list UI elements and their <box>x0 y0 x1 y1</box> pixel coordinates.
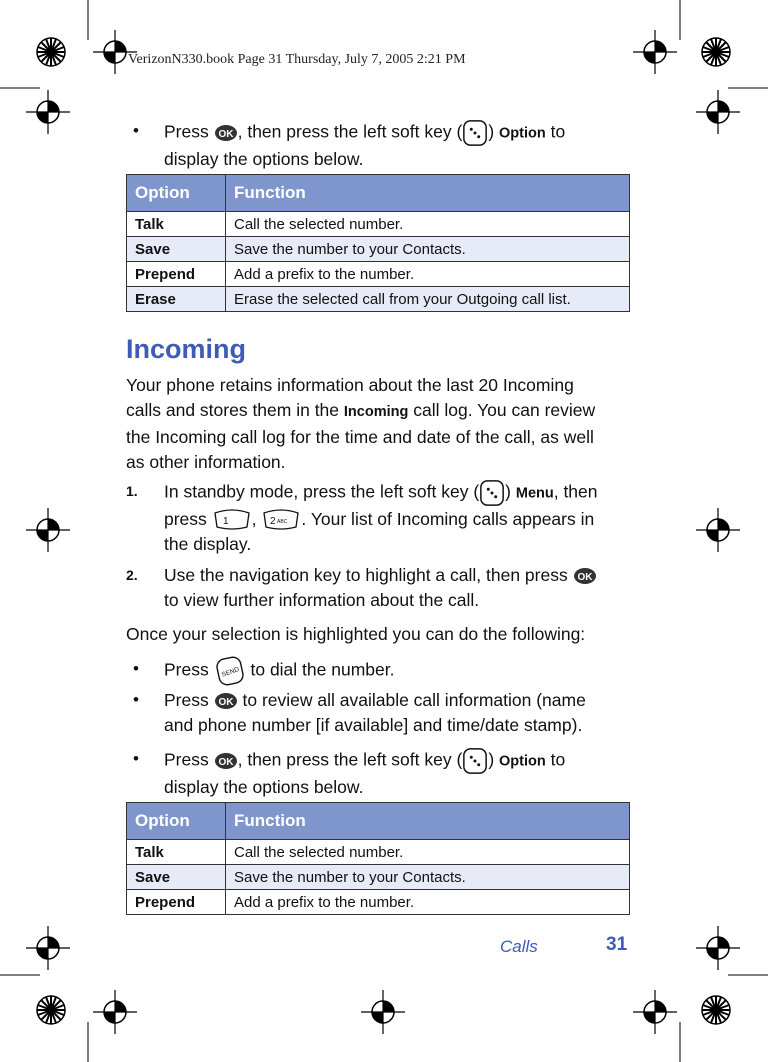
table-cell-option: Talk <box>127 212 226 237</box>
table-cell-option: Save <box>127 237 226 262</box>
ok-key-icon <box>214 124 238 142</box>
table-cell-function: Save the number to your Contacts. <box>226 865 630 890</box>
table-cell-function: Add a prefix to the number. <box>226 890 630 915</box>
table-row <box>127 865 630 890</box>
print-header: VerizonN330.book Page 31 Thursday, July 7, 2005 2:21 PM <box>128 52 466 67</box>
send-key-icon <box>214 656 246 686</box>
step-2-text: Use the navigation key to highlight a call, then press OK to view further information about the call. <box>164 563 634 613</box>
page-number: 31 <box>606 934 628 955</box>
table-row <box>127 212 630 237</box>
option-label: Option <box>499 125 546 142</box>
section-heading-incoming: Incoming <box>126 334 246 364</box>
table-cell-function: Save the number to your Contacts. <box>226 237 630 262</box>
svg-text:ABC: ABC <box>277 519 288 526</box>
left-soft-key-icon <box>462 119 488 147</box>
option-label: Option <box>499 753 546 770</box>
table-header-row <box>127 803 630 840</box>
table-header-option: Option <box>127 175 226 212</box>
svg-text:1: 1 <box>222 516 229 528</box>
table-row <box>127 262 630 287</box>
step-number: 1. <box>126 483 138 499</box>
incoming-log-label: Incoming <box>343 404 409 420</box>
ok-key-icon <box>573 567 597 585</box>
svg-text:OK: OK <box>218 757 234 768</box>
bullet-send-text: Press SEND to dial the number. <box>164 656 634 686</box>
svg-text:OK: OK <box>218 129 234 140</box>
table-cell-option: Prepend <box>127 890 226 915</box>
table-cell-function: Call the selected number. <box>226 840 630 865</box>
bullet: • <box>133 659 139 678</box>
table-cell-option: Prepend <box>127 262 226 287</box>
bullet: • <box>133 690 139 709</box>
table-header-function: Function <box>226 175 630 212</box>
options-table-outgoing <box>126 174 630 312</box>
table-row <box>127 287 630 312</box>
bullet: • <box>133 121 139 140</box>
top-bullet-text: Press OK , then press the left soft key ( ) Option to display the options below. <box>164 119 634 172</box>
bullet: • <box>133 749 139 768</box>
svg-text:SEND: SEND <box>220 666 240 679</box>
table-row <box>127 840 630 865</box>
step-1-text: In standby mode, press the left soft key ( ) Menu, then press 1 , 2 ABC . Your list of Incoming calls appears in the display. <box>164 479 634 557</box>
incoming-intro: Your phone retains information about the last 20 Incoming calls and stores them in the Incoming call log. You can review the Incoming call log for the time and date of the call, as well as other information. <box>126 375 596 472</box>
ok-key-icon <box>214 752 238 770</box>
table-cell-option: Talk <box>127 840 226 865</box>
table-cell-function: Call the selected number. <box>226 212 630 237</box>
options-table-incoming <box>126 802 630 915</box>
left-soft-key-icon <box>462 747 488 775</box>
table-cell-option: Save <box>127 865 226 890</box>
svg-text:OK: OK <box>577 572 593 584</box>
table-header-function: Function <box>226 803 630 840</box>
footer-section-name: Calls <box>500 937 538 956</box>
key-2-icon <box>261 509 301 531</box>
table-header-option: Option <box>127 803 226 840</box>
menu-label: Menu <box>515 485 554 502</box>
table-cell-function: Add a prefix to the number. <box>226 262 630 287</box>
table-cell-option: Erase <box>127 287 226 312</box>
ok-key-icon <box>214 692 238 710</box>
svg-text:OK: OK <box>218 697 234 709</box>
left-soft-key-icon <box>479 479 505 507</box>
table-cell-function: Erase the selected call from your Outgoing call list. <box>226 287 630 312</box>
table-row <box>127 890 630 915</box>
step-number: 2. <box>126 567 138 583</box>
svg-text:2: 2 <box>270 516 276 528</box>
once-selection-text: Once your selection is highlighted you can do the following: <box>126 624 586 644</box>
table-row <box>127 237 630 262</box>
key-1-icon <box>212 509 252 531</box>
bullet-ok-review-text: Press OK to review all available call information (name and phone number [if available] and time/date stamp). <box>164 690 586 735</box>
bullet-ok-option-text: Press OK , then press the left soft key ( ) Option to display the options below. <box>164 747 634 800</box>
table-header-row <box>127 175 630 212</box>
